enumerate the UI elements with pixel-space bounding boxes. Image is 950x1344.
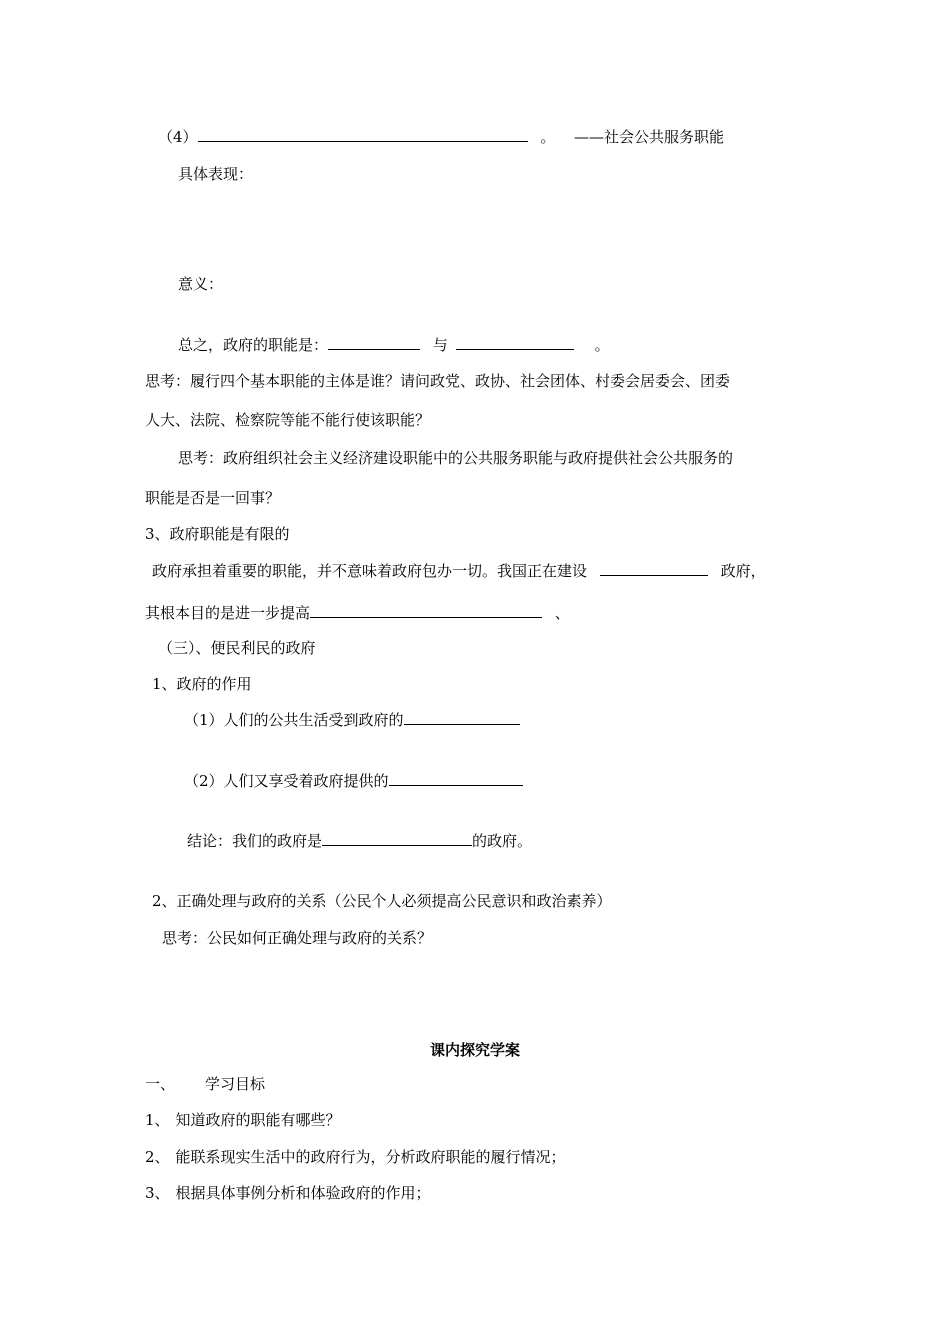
conclusion-suffix: 的政府。 — [472, 832, 533, 850]
sec3-para2-text: 其根本目的是进一步提高 — [145, 604, 311, 622]
think2-line2: 职能是否是一回事？ — [145, 489, 281, 507]
role1-line — [184, 710, 520, 730]
sec3-title: 3、政府职能是有限的 — [145, 525, 290, 543]
sec3-para1 — [152, 561, 766, 581]
goal-item-text: 能联系现实生活中的政府行为，分析政府职能的履行情况； — [175, 1148, 566, 1166]
goal-item — [145, 1147, 566, 1167]
goal-item-num: 3、 — [145, 1184, 170, 1202]
summary-end: 。 — [594, 336, 610, 354]
sec3-para2 — [145, 603, 570, 623]
role1-text: （1）人们的公共生活受到政府的 — [184, 711, 404, 729]
role1-blank[interactable] — [404, 710, 520, 725]
goal-item — [145, 1183, 431, 1203]
role2-text: （2）人们又享受着政府提供的 — [184, 772, 389, 790]
conclusion-blank[interactable] — [322, 831, 472, 846]
meaning-label: 意义： — [178, 275, 224, 293]
goals-heading-num: 一、 — [145, 1075, 176, 1093]
goals-heading-text: 学习目标 — [205, 1075, 266, 1093]
item4-line — [158, 127, 555, 147]
role2-line — [184, 771, 523, 791]
item4-label: ——社会公共服务职能 — [574, 128, 725, 146]
concrete-label: 具体表现： — [178, 165, 254, 183]
summary-prefix: 总之，政府的职能是： — [178, 336, 329, 354]
goals-heading — [145, 1074, 265, 1094]
summary-line — [178, 335, 610, 355]
sec3-para1-text: 政府承担着重要的职能，并不意味着政府包办一切。我国正在建设 — [152, 562, 588, 580]
role2-blank[interactable] — [389, 771, 523, 786]
sec3-blank-1[interactable] — [600, 561, 708, 576]
goal-item — [145, 1110, 341, 1130]
goal-item-text: 根据具体事例分析和体验政府的作用； — [175, 1184, 431, 1202]
think2-line1: 思考：政府组织社会主义经济建设职能中的公共服务职能与政府提供社会公共服务的 — [178, 449, 734, 467]
part3-title: （三）、便民利民的政府 — [158, 639, 316, 657]
think1-line2: 人大、法院、检察院等能不能行使该职能？ — [145, 411, 431, 429]
goal-item-text: 知道政府的职能有哪些？ — [175, 1111, 341, 1129]
item4-period: 。 — [540, 128, 556, 146]
summary-blank-2[interactable] — [456, 335, 574, 350]
relation-heading: 2、正确处理与政府的关系（公民个人必须提高公民意识和政治素养） — [152, 892, 612, 910]
goal-item-num: 2、 — [145, 1148, 170, 1166]
sec3-para1-end: 政府， — [720, 562, 766, 580]
think1-line1: 思考：履行四个基本职能的主体是谁？请问政党、政协、社会团体、村委会居委会、团委 — [145, 372, 731, 390]
summary-blank-1[interactable] — [328, 335, 420, 350]
conclusion-prefix: 结论：我们的政府是 — [187, 832, 323, 850]
summary-mid: 与 — [432, 336, 448, 354]
goal-item-num: 1、 — [145, 1111, 170, 1129]
sec3-para2-end: 、 — [554, 604, 570, 622]
section-title: 课内探究学案 — [429, 1041, 520, 1059]
item4-blank[interactable] — [198, 127, 528, 142]
think3: 思考：公民如何正确处理与政府的关系？ — [162, 929, 433, 947]
item4-number: （4） — [158, 128, 198, 146]
gov-role-heading: 1、政府的作用 — [152, 675, 252, 693]
conclusion-line — [187, 831, 532, 851]
sec3-blank-2[interactable] — [310, 603, 542, 618]
